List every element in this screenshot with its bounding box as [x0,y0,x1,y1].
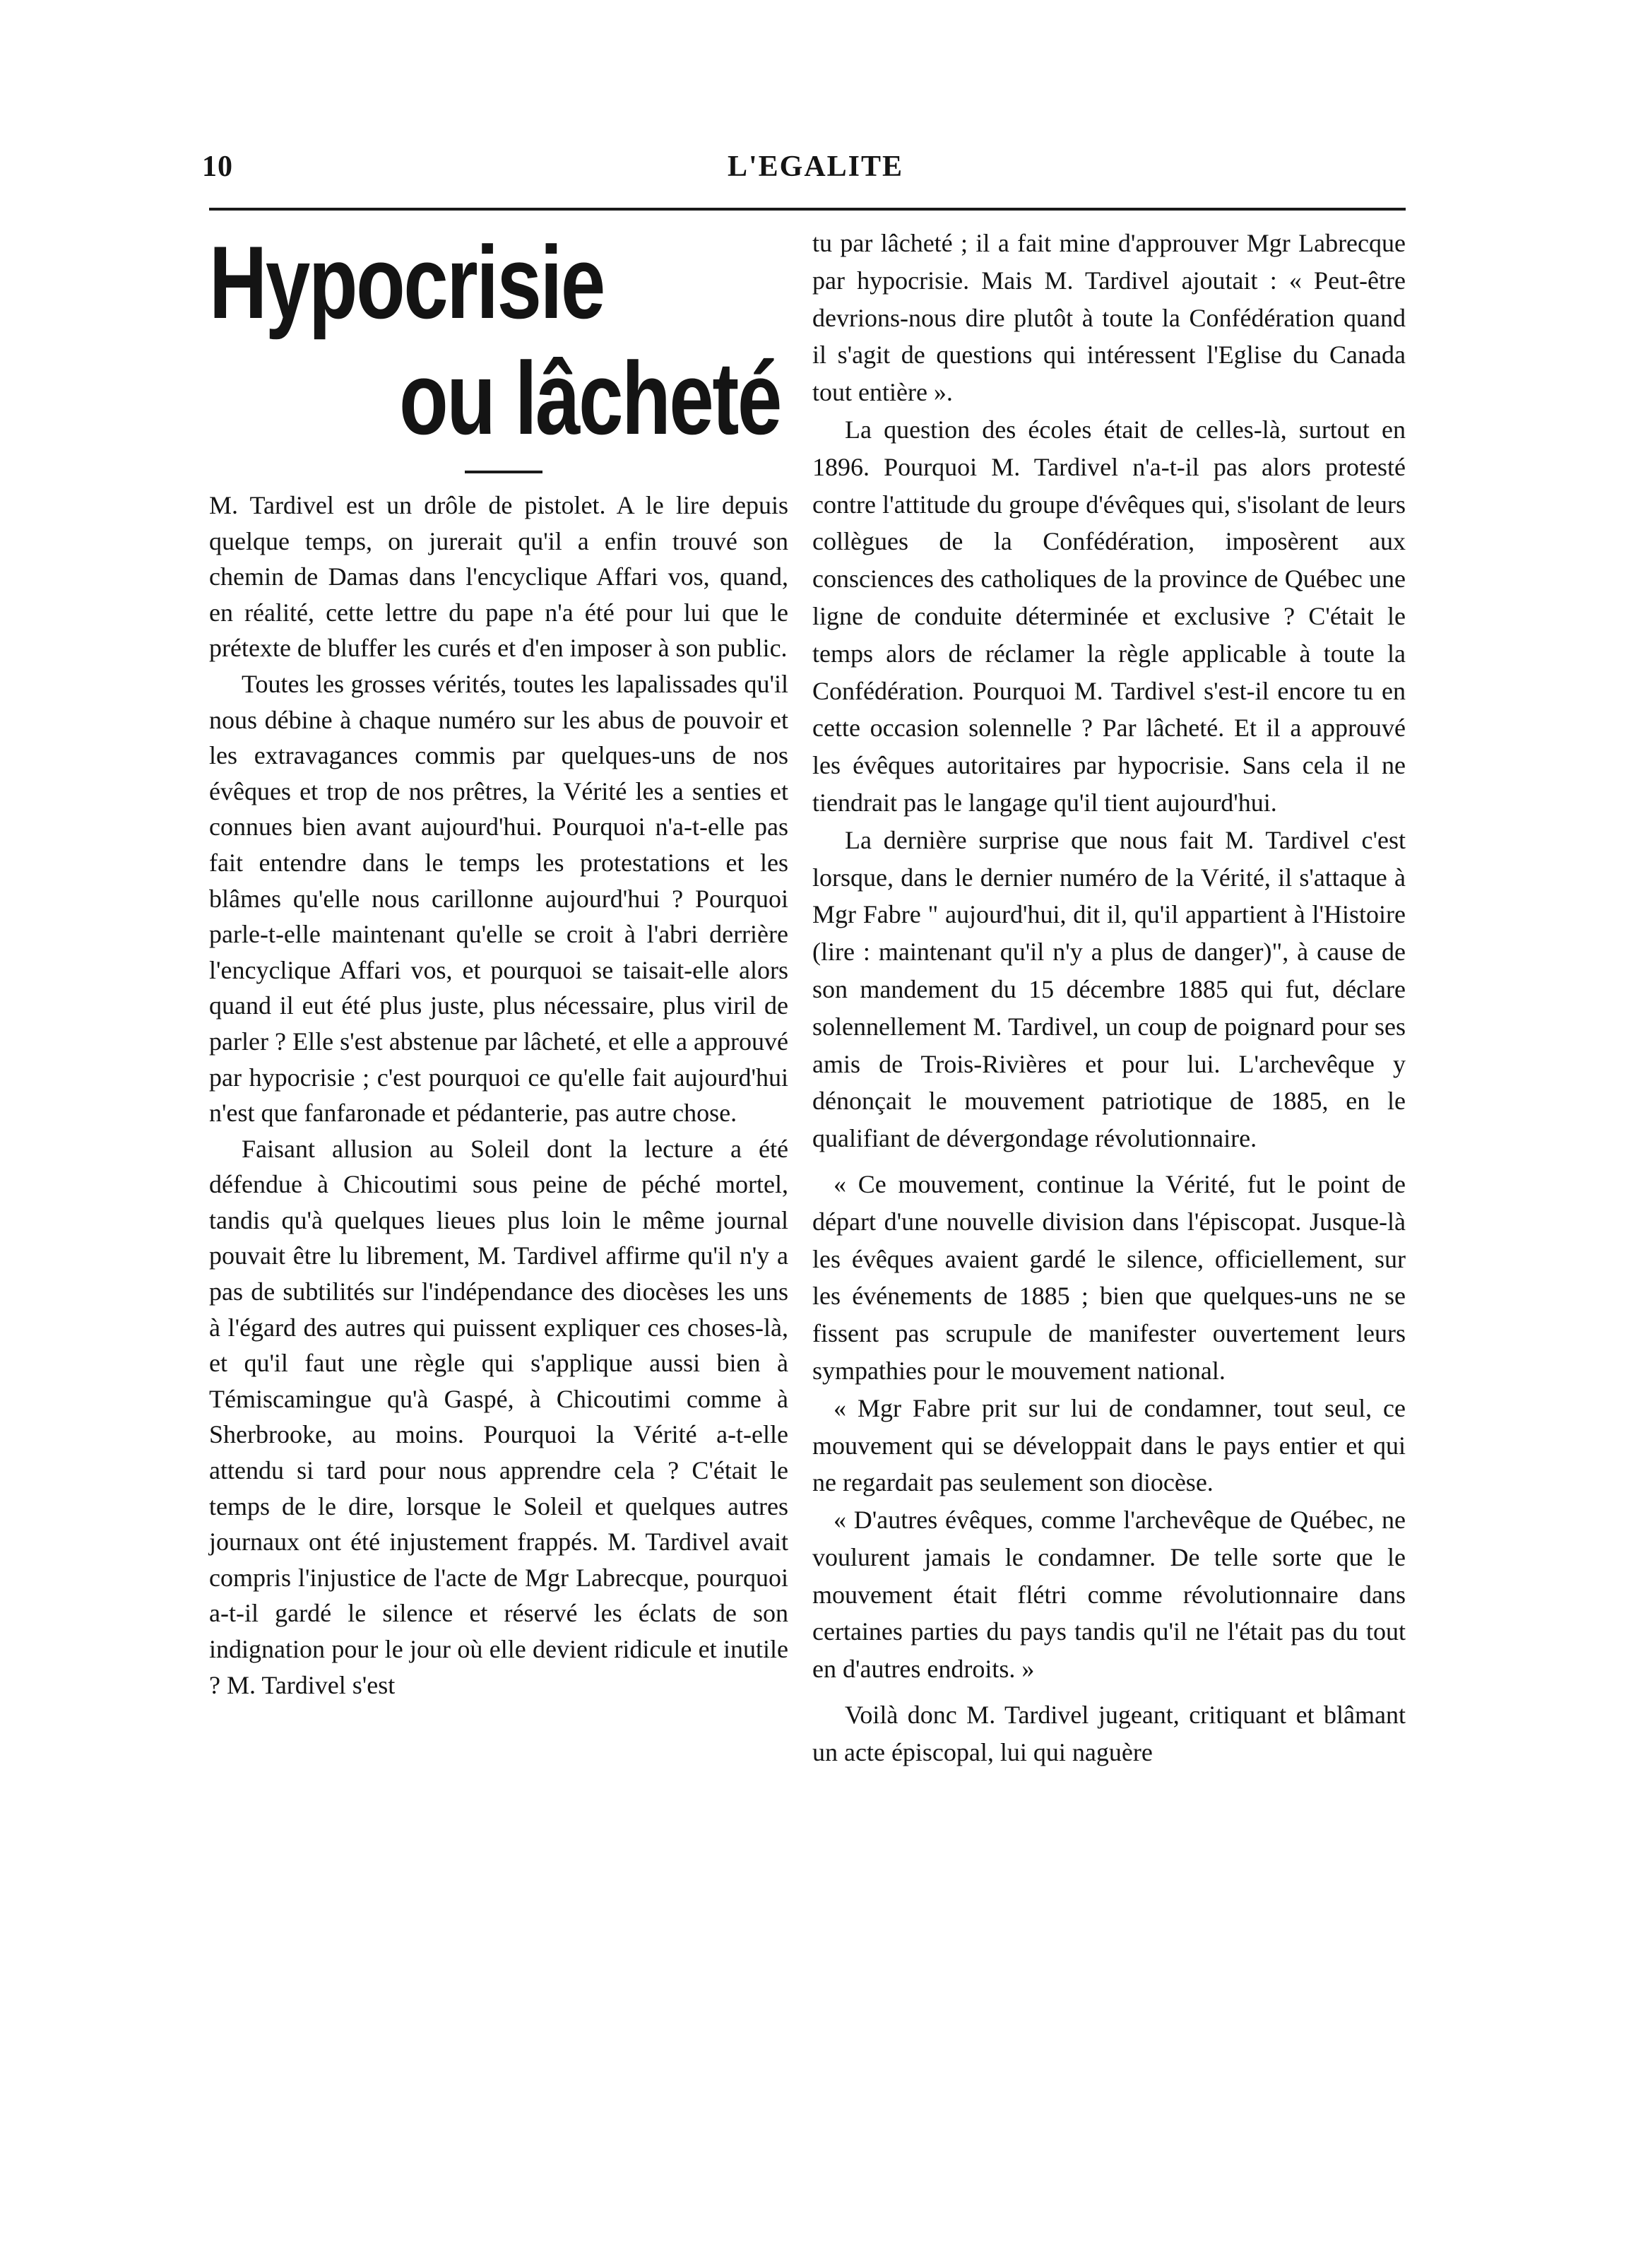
header-rule [209,208,1406,211]
title-separator [465,471,542,473]
quoted-paragraph: « Mgr Fabre prit sur lui de condamner, tout seul, ce mouvement qui se développait dans le pays entier et qui ne regardait pas seulement son diocèse. [812,1393,1406,1497]
paragraph: Voilà donc M. Tardivel jugeant, critiquant et blâmant un acte épiscopal, lui qui naguère [812,1701,1406,1766]
paragraph: Faisant allusion au Soleil dont la lecture a été défendue à Chicoutimi sous peine de péché mortel, tandis qu'à quelques lieues plus loin le même journal pouvait être lu librement, M. Tardivel affirme qu'il n'y a pas de subtilités sur l'indépendance des diocèses les uns à l'égard des autres qui puissent expliquer ces choses-là, et qu'il faut une règle qui s'applique aussi bien à Témiscamingue qu'à Gaspé, à Chicoutimi comme à Sherbrooke, au moins. Pourquoi la Vérité a-t-elle attendu si tard pour nous apprendre cela ? C'était le temps de le dire, lorsque le Soleil et quelques autres journaux ont été injustement frappés. M. Tardivel avait compris l'injustice de l'acte de Mgr Labrecque, pourquoi a-t-il gardé le silence et réservé les éclats de son indignation pour le jour où elle devient ridicule et inutile ? M. Tardivel s'est [209,1134,788,1699]
article-title [209,225,781,456]
paragraph: M. Tardivel est un drôle de pistolet. A le lire depuis quelque temps, on jurerait qu'il a enfin trouvé son chemin de Damas dans l'encyclique Affari vos, quand, en réalité, cette lettre du pape n'a été pour lui que le prétexte de bluffer les curés et d'en imposer à son public. [209,491,788,663]
paragraph: La question des écoles était de celles-là, surtout en 1896. Pourquoi M. Tardivel n'a-t-il pas alors protesté contre l'attitude du groupe d'évêques qui, s'isolant de leurs collègues de la Confédération, imposèrent aux consciences des catholiques de la province de Québec une ligne de conduite déterminée et exclusive ? C'était le temps alors de réclamer la règle applicable à toute la Confédération. Pourquoi M. Tardivel s'est-il encore tu en cette occasion solennelle ? Par lâcheté. Et il a approuvé les évêques autoritaires par hypocrisie. Sans cela il ne tiendrait pas le langage qu'il tient aujourd'hui. [812,415,1406,817]
right-column [812,225,1406,1771]
paragraph: Toutes les grosses vérités, toutes les lapalissades qu'il nous débine à chaque numéro sur les abus de pouvoir et les extravagances commis par quelques-uns de nos évêques et trop de nos prêtres, la Vérité les a senties et connues bien avant aujourd'hui. Pourquoi n'a-t-elle pas fait entendre dans le temps les protestations et les blâmes qu'elle nous carillonne aujourd'hui ? Pourquoi parle-t-elle maintenant qu'elle se croit à l'abri derrière l'encyclique Affari vos, et pourquoi se taisait-elle alors quand il eut été plus juste, plus nécessaire, plus viril de parler ? Elle s'est abstenue par lâcheté, et elle a approuvé par hypocrisie ; c'est pourquoi ce qu'elle fait aujourd'hui n'est que fanfaronade et pédanterie, pas autre chose. [209,669,788,1128]
left-column [209,488,788,1703]
quoted-paragraph: « D'autres évêques, comme l'archevêque de Québec, ne voulurent jamais le condamner. De telle sorte que le mouvement était flétri comme révolutionnaire dans certaines parties du pays tandis qu'il ne l'était pas du tout en d'autres endroits. » [812,1506,1406,1684]
running-title: L'EGALITE [727,150,904,183]
page-number: 10 [202,150,233,183]
paragraph: La dernière surprise que nous fait M. Tardivel c'est lorsque, dans le dernier numéro de la Vérité, il s'attaque à Mgr Fabre " aujourd'hui, dit il, qu'il appartient à l'Histoire (lire : maintenant qu'il n'y a plus de danger)", à cause de son mandement du 15 décembre 1885 qui fut, déclare solennellement M. Tardivel, un coup de poignard pour ses amis de Trois-Rivières et pour lui. L'archevêque y dénonçait le mouvement patriotique de 1885, en le qualifiant de dévergondage révolutionnaire. [812,825,1406,1153]
paragraph: tu par lâcheté ; il a fait mine d'approuver Mgr Labrecque par hypocrisie. Mais M. Tardivel ajoutait : « Peut-être devrions-nous dire plutôt à toute la Confédération quand il s'agit de questions qui intéressent l'Eglise du Canada tout entière ». [812,229,1406,407]
quoted-paragraph: « Ce mouvement, continue la Vérité, fut le point de départ d'une nouvelle division dans l'épiscopat. Jusque-là les évêques avaient gardé le silence, officiellement, sur les événements de 1885 ; bien que quelques-uns ne se fissent pas scrupule de manifester ouvertement leurs sympathies pour le mouvement national. [812,1169,1406,1385]
title-line-1: Hypocrisie [209,225,604,340]
title-line-2: ou lâcheté [399,341,781,456]
